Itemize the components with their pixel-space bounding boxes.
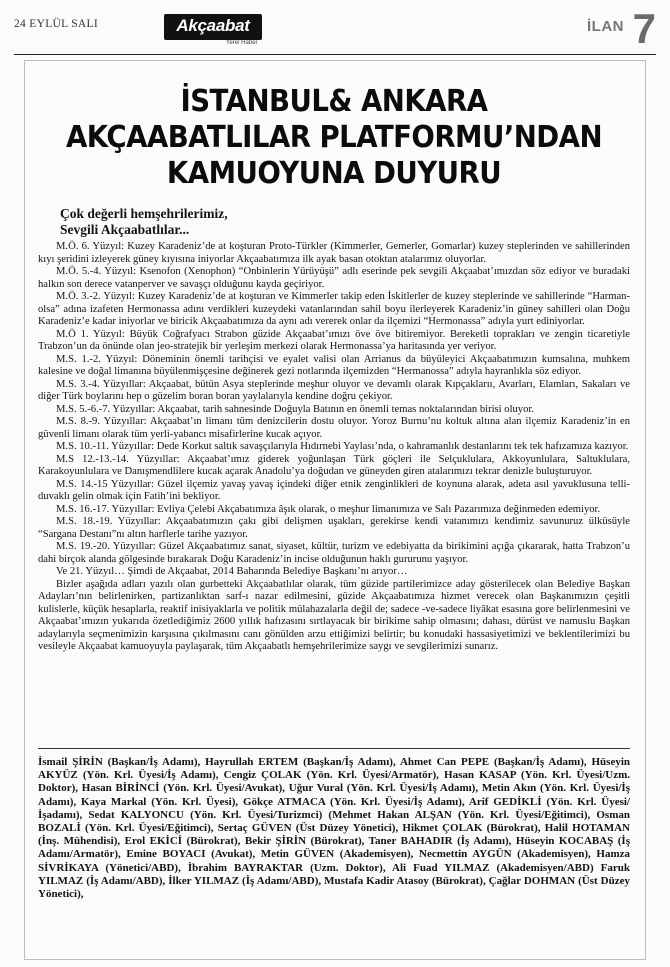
paragraph: M.Ö. 5.-4. Yüzyıl: Ksenofon (Xenophon) “Onbinlerin Yürüyüşü” adlı eserinde pek sevgili Akçaabat’ımızdan söz ediyor ve buradaki halkın son derece vatanperver ve savaşçı olduğunu kayda geçiriyor. [38,266,630,290]
paragraph: M.S. 18.-19. Yüzyıllar: Akçaabatımızın çakı gibi delişmen uşakları, gerekirse kendi vatanımızı kendimiz savunuruz ülküsüyle “Sargana Destanı”nı altın harflerle tarihe yazıyor. [38,516,630,540]
paragraph: M.S. 16.-17. Yüzyıllar: Evliya Çelebi Akçabatımıza âşık olarak, o meşhur limanımıza ve Salı Pazarımıza değinmeden edemiyor. [56,503,601,515]
paragraph: M.S. 3.-4. Yüzyıllar: Akçaabat, bütün Asya steplerinde meşhur oluyor ve devamlı olarak Kıpçaklarıı, Avarları, Elamları, Sakaları ve diğer Türk boylarını hep o güzelim boran boran yaylalarıyla kendine doğru çekiyor. [38,378,630,402]
greeting-line-1: Çok değerli hemşehrilerimiz, [60,206,228,221]
announcement-headline [49,84,619,192]
newspaper-masthead [14,5,656,55]
paragraph: M.S. 14.-15 Yüzyıllar: Güzel ilçemiz yavaş yavaş içindeki diğer etnik zenginlikleri de koynuna alarak, adeta asıl yavuklusuna telli-duvaklı gelin olmak için Fatih’ini bekliyor. [38,478,630,502]
greeting-line-2: Sevgili Akçaabatlılar... [60,222,190,237]
paragraph: M.S 12.-13.-14. Yüzyıllar: Akçaabat’ımız giderek yoğunlaşan Türk göçleri ile Selçuklulara, Akkoyunlulara, Saltuklulara, Karakoyunlulara ve Danışmendlilere kucak açarak Anadolu’ya doğudan ve güneyden giren atalarımızı tekrar denizle buluşturuyor. [38,453,630,477]
issue-date: 24 EYLÜL SALI [14,18,98,30]
headline-line-3: KAMUOYUNA DUYURU [166,156,502,191]
paragraph: M.S. 19.-20. Yüzyıllar: Güzel Akçaabatımız sanat, siyaset, kültür, turizm ve edebiyatta da birikimini açığa çıkararak, hatta Trabzon’u dahi birçok alanda gölgesinde bırakarak Doğu Karadeniz’in incise olduğunun haklı gururunu yaşıyor. [38,541,630,565]
greeting [60,206,228,238]
paragraph: M.S. 1.-2. Yüzyıl: Döneminin önemli tarihçisi ve eyalet valisi olan Arrianus da büyüleyici Akçaabatımızın kumsalına, muhkem kalesine ve doğal limanına büyülenmişçesine değinerek gezi notlarında ilçemizden “Hermanossa” adıyla hayranlıkla söz ediyor. [38,353,630,377]
paragraph: Ve 21. Yüzyıl… Şimdi de Akçaabat, 2014 Baharında Belediye Başkanı’nı arıyor… [56,566,408,577]
paragraph: M.Ö. 3.-2. Yüzyıl: Kuzey Karadeniz’de at koşturan ve Kimmerler takip eden İskitlerler de kuzey steplerinde ve sahillerinde “Harman-olsa” adına izafeten Hermonassa adını verdikleri kuzeydeki vatanlarından sahil boyu ilerleyerek Karadeniz’in güney sahilleri olan Doğu Karadeniz’e kadar iniyorlar ve biricik Akçaabatımıza da aynı adı vererek onlar da ilçemizi “Hermonassa” adıyla yurt ediniyorlar. [38,291,630,327]
newspaper-logo-subtitle: Yerel Haber [226,40,258,46]
paragraph: Bizler aşağıda adları yazılı olan gurbetteki Akçaabatlılar olarak, tüm güzide partilerimizce aday gösterilecek olan Belediye Başkan Adayları’nın belirlenirken, partizanlıktan sarf-ı nazar edilmesini, güzide Akçaabatımıza hizmet verecek olan Başkanımızın çeşitli kulislerle, küçük hesaplarla, reaktif inisiyaklarla ve politik mülahazalarla değil de; sadece -ve-sadece liyâkat esasına gore belirlenmesini ve Akçaabat’ımızın yukarıda özetlediğimiz 2600 yıllık hafızasını sırtlayacak bir birikime sahip olmasını; dahası, dürüst ve namuslu Başkan adaylarıyla seçmenimizin karşısına çıkılmasını canı gönülden arzu ettiğimizi belirtir; bu konudaki hassasiyetimizi ve beklentilerimizi bu vesileyle Akçaabat kamuoyuyla paylaşarak, tüm Akçaabatlı hemşehrilerimize saygı ve sevgilerimizi sunarız. [38,578,630,652]
section-label: İLAN [587,18,624,35]
paragraph: M.S. 8.-9. Yüzyıllar: Akçaabat’ın limanı tüm denizcilerin dostu oluyor. Yoroz Burnu’nu koltuk altına alan ilçemiz Karadeniz’in en güvenli limanı olarak tüm yerli-yabancı misafirlerine kucak açıyor. [38,416,630,440]
announcement-body [38,241,630,654]
paragraph: M.S. 5.-6.-7. Yüzyıllar: Akçaabat, tarih sahnesinde Doğuyla Batının en önemli temas noktalarından birisi oluyor. [56,403,534,415]
paragraph: M.S. 10.-11. Yüzyıllar: Dede Korkut saltık savaşçılarıyla Hıdırnebi Yaylası’nda, o kahramanlık destanlarını tek tek hafızamıza kazıyor. [56,441,629,452]
signature-divider [38,748,630,749]
headline-line-2: AKÇAABATLILAR PLATFORMU’NDAN [65,120,603,155]
paragraph: M.Ö. 6. Yüzyıl: Kuzey Karadeniz’de at koşturan Proto-Türkler (Kimmerler, Gemerler, Gomarlar) kuzey steplerinden ve sahillerinden kıyı şeridini izleyerek güney kıyısına iniyorlar Akçaabatımıza ilk ayak basan otoktan atalarımız oluyorlar. [38,241,630,265]
headline-line-1: İSTANBUL& ANKARA [180,84,488,119]
paragraph: M.Ö 1. Yüzyıl: Büyük Coğrafyacı Strabon güzide Akçaabat’ımızı öve öve bitiremiyor. Bereketli toprakları ve zengin ticaretiyle Trabzon’un da önünde olan jeo-stratejik bir yerleşim merkezi olarak Hermonassa’ya haritasında yer veriyor. [38,328,630,352]
signatories-list: İsmail ŞİRİN (Başkan/İş Adamı), Hayrullah ERTEM (Başkan/İş Adamı), Ahmet Can PEPE (Başkan/İş Adamı), Hüseyin AKYÜZ (Yön. Krl. Üyesi/İş Adamı), Cengiz ÇOLAK (Yön. Krl. Üyesi/Armatör), Hasan KASAP (Yön. Krl. Üyesi/Uzm. Doktor), Hasan BİRİNCİ (Yön. Krl. Üyesi/Avukat), Uğur Vural (Yön. Krl. Üyesi/İş Adamı), Metin Akın (Yön. Krl. Üyesi/İş Adamı), Kaya Markal (Yön. Krl. Üyesi), Gökçe ATMACA (Yön. Krl. Üyesi/İş Adamı), Arif GEDİKLİ (Yön. Krl. Üyesi/İşadamı), Sedat KALYONCU (Yön. Krl. Üyesi/Turizmci) (Mehmet Hakan ALŞAN (Yön. Krl. Üyesi/Eğitimci), Osman BOZALİ (Yön. Krl. Üyesi/Eğitimci), Sertaç GÜVEN (Üst Düzey Yönetici), Hikmet ÇOLAK (Bürokrat), Halil HOTAMAN (İnş. Mühendisi), Erol EKİCİ (Bürokrat), Bekir ŞİRİN (Bürokrat), Taner BAHADIR (İş Adamı), Hüseyin KOCABAŞ (İş Adamı/Armatör), Emine BOYACI (Avukat), Metin GÜVEN (Akademisyen), Necmettin AYGÜN (Akademisyen), Hamza SİVRİKAYA (Yönetici/ABD), İbrahim BAYRAKTAR (Uzm. Doktor), Ali Fuad YILMAZ (Akademisyen/ABD) Faruk YILMAZ (İş Adamı/ABD), İlker YILMAZ (İş Adamı/ABD), Mustafa Kadir Atasoy (Bürokrat), Çağlar DOHMAN (Üst Düzey Yönetici), [38,756,630,901]
newspaper-logo: Akçaabat [164,14,262,40]
page-number: 7 [632,5,656,52]
